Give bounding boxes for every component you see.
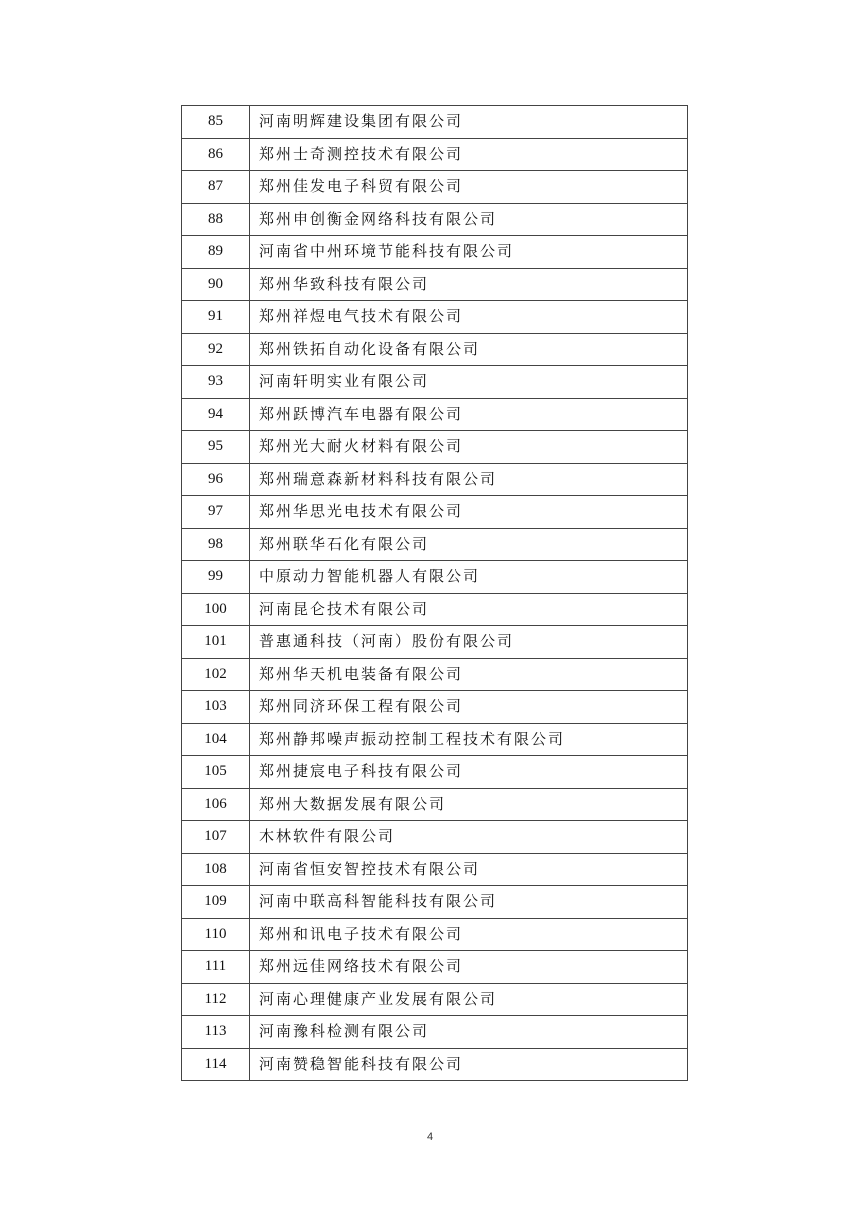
row-number-cell: 91 <box>182 301 250 334</box>
row-number-cell: 99 <box>182 561 250 594</box>
table-row <box>182 821 688 854</box>
company-name-cell: 河南省恒安智控技术有限公司 <box>250 853 688 886</box>
company-name-cell: 河南心理健康产业发展有限公司 <box>250 983 688 1016</box>
table-row <box>182 691 688 724</box>
table-row <box>182 626 688 659</box>
row-number-cell: 94 <box>182 398 250 431</box>
table-row <box>182 886 688 919</box>
row-number-cell: 101 <box>182 626 250 659</box>
row-number-cell: 97 <box>182 496 250 529</box>
company-name-cell: 郑州祥煜电气技术有限公司 <box>250 301 688 334</box>
row-number-cell: 96 <box>182 463 250 496</box>
page-number: 4 <box>426 1131 434 1143</box>
table-row <box>182 983 688 1016</box>
table-row <box>182 788 688 821</box>
row-number-cell: 107 <box>182 821 250 854</box>
row-number-cell: 89 <box>182 236 250 269</box>
company-name-cell: 普惠通科技（河南）股份有限公司 <box>250 626 688 659</box>
company-name-cell: 郑州华思光电技术有限公司 <box>250 496 688 529</box>
row-number-cell: 100 <box>182 593 250 626</box>
company-name-cell: 郑州申创衡金网络科技有限公司 <box>250 203 688 236</box>
row-number-cell: 113 <box>182 1016 250 1049</box>
row-number-cell: 109 <box>182 886 250 919</box>
table-row <box>182 171 688 204</box>
company-name-cell: 郑州和讯电子技术有限公司 <box>250 918 688 951</box>
row-number-cell: 87 <box>182 171 250 204</box>
table-row <box>182 561 688 594</box>
table-row <box>182 496 688 529</box>
row-number-cell: 92 <box>182 333 250 366</box>
company-name-cell: 河南中联高科智能科技有限公司 <box>250 886 688 919</box>
row-number-cell: 90 <box>182 268 250 301</box>
table-row <box>182 951 688 984</box>
company-name-cell: 郑州跃博汽车电器有限公司 <box>250 398 688 431</box>
table-row <box>182 463 688 496</box>
row-number-cell: 88 <box>182 203 250 236</box>
row-number-cell: 108 <box>182 853 250 886</box>
company-name-cell: 河南赞稳智能科技有限公司 <box>250 1048 688 1081</box>
row-number-cell: 85 <box>182 106 250 139</box>
table-row <box>182 366 688 399</box>
table-row <box>182 106 688 139</box>
company-name-cell: 郑州铁拓自动化设备有限公司 <box>250 333 688 366</box>
company-name-cell: 河南明辉建设集团有限公司 <box>250 106 688 139</box>
table-row <box>182 1048 688 1081</box>
table-row <box>182 203 688 236</box>
table-row <box>182 756 688 789</box>
row-number-cell: 110 <box>182 918 250 951</box>
table-row <box>182 658 688 691</box>
row-number-cell: 102 <box>182 658 250 691</box>
row-number-cell: 93 <box>182 366 250 399</box>
row-number-cell: 111 <box>182 951 250 984</box>
company-name-cell: 木林软件有限公司 <box>250 821 688 854</box>
company-name-cell: 郑州联华石化有限公司 <box>250 528 688 561</box>
company-name-cell: 河南豫科检测有限公司 <box>250 1016 688 1049</box>
row-number-cell: 112 <box>182 983 250 1016</box>
row-number-cell: 86 <box>182 138 250 171</box>
row-number-cell: 106 <box>182 788 250 821</box>
row-number-cell: 114 <box>182 1048 250 1081</box>
company-name-cell: 中原动力智能机器人有限公司 <box>250 561 688 594</box>
company-name-cell: 河南省中州环境节能科技有限公司 <box>250 236 688 269</box>
row-number-cell: 98 <box>182 528 250 561</box>
company-name-cell: 郑州士奇测控技术有限公司 <box>250 138 688 171</box>
row-number-cell: 104 <box>182 723 250 756</box>
table-row <box>182 723 688 756</box>
table-row <box>182 528 688 561</box>
table-row <box>182 853 688 886</box>
company-list-table <box>181 105 688 1081</box>
table-row <box>182 431 688 464</box>
company-name-cell: 郑州瑞意森新材料科技有限公司 <box>250 463 688 496</box>
table-row <box>182 333 688 366</box>
row-number-cell: 105 <box>182 756 250 789</box>
company-name-cell: 河南轩明实业有限公司 <box>250 366 688 399</box>
company-name-cell: 郑州同济环保工程有限公司 <box>250 691 688 724</box>
table-row <box>182 236 688 269</box>
table-row <box>182 593 688 626</box>
company-name-cell: 郑州华致科技有限公司 <box>250 268 688 301</box>
table-row <box>182 301 688 334</box>
table-row <box>182 918 688 951</box>
table-row <box>182 1016 688 1049</box>
row-number-cell: 95 <box>182 431 250 464</box>
table-row <box>182 398 688 431</box>
company-name-cell: 河南昆仑技术有限公司 <box>250 593 688 626</box>
company-name-cell: 郑州佳发电子科贸有限公司 <box>250 171 688 204</box>
company-name-cell: 郑州光大耐火材料有限公司 <box>250 431 688 464</box>
company-name-cell: 郑州捷宸电子科技有限公司 <box>250 756 688 789</box>
company-name-cell: 郑州华天机电装备有限公司 <box>250 658 688 691</box>
company-name-cell: 郑州远佳网络技术有限公司 <box>250 951 688 984</box>
row-number-cell: 103 <box>182 691 250 724</box>
company-name-cell: 郑州静邦噪声振动控制工程技术有限公司 <box>250 723 688 756</box>
table-row <box>182 268 688 301</box>
company-list-body <box>182 106 688 1081</box>
company-name-cell: 郑州大数据发展有限公司 <box>250 788 688 821</box>
table-row <box>182 138 688 171</box>
